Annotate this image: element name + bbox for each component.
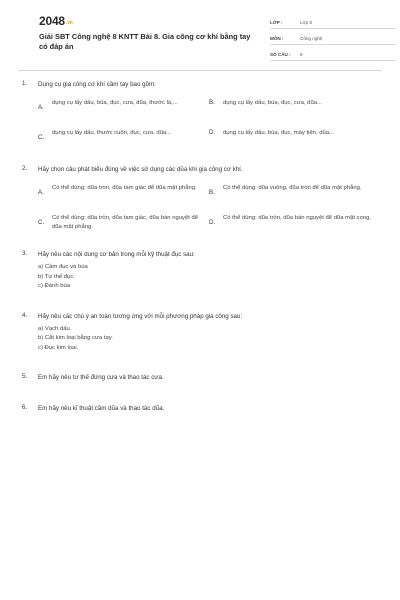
sub-item: b) Tư thế đục. [38, 273, 75, 280]
option-d[interactable] [209, 129, 380, 151]
option-letter: C. [38, 134, 45, 141]
meta-info [270, 13, 396, 61]
question-number: 1. [22, 80, 28, 87]
option-letter: C. [38, 219, 45, 226]
option-a[interactable] [38, 99, 209, 129]
sub-items [38, 263, 380, 292]
question-text: Hãy chọn câu phát biểu đúng về việc sử dụng các dũa khi gia công cơ khí. [38, 166, 243, 173]
option-letter: B. [209, 99, 215, 106]
option-letter: D. [209, 129, 216, 136]
question-3 [0, 250, 400, 292]
question-number: 4. [22, 311, 28, 319]
option-text: dụng cụ lấy dấu, búa, đục, cưa, dũa... [223, 100, 322, 106]
question-list [0, 80, 400, 413]
sub-items [38, 325, 380, 354]
option-c[interactable] [38, 129, 209, 151]
meta-key: LỚP : [270, 20, 283, 25]
option-b[interactable] [209, 99, 380, 129]
question-4 [0, 312, 400, 354]
logo-suffix: .vn [65, 20, 73, 26]
sub-item: a) Cầm đục và búa [38, 264, 88, 270]
option-letter: B. [209, 189, 215, 196]
question-text: Em hãy nêu kĩ thuật cầm dũa và thao tác dũa. [38, 405, 165, 412]
option-text: Có thể dùng: dũa tròn, dũa bán nguyệt để dũa mặt cong. [223, 215, 372, 221]
meta-row-count [270, 45, 396, 61]
meta-key: MÔN : [270, 36, 284, 41]
question-5 [0, 373, 400, 382]
question-2 [0, 165, 400, 236]
meta-row-class [270, 13, 396, 29]
option-b[interactable] [209, 184, 380, 214]
question-text: Hãy nêu các chú ý an toàn tương ứng với mỗi phương pháp gia công sau: [38, 312, 243, 320]
question-text: Hãy nêu các nội dung cơ bản trong mỗi kỹ thuật đục sau: [38, 251, 195, 258]
meta-key: SỐ CÂU : [270, 52, 291, 57]
option-letter: A. [38, 189, 44, 196]
question-text: Dụng cụ gia công cơ khí cầm tay bao gồm: [38, 81, 156, 88]
meta-value: 6 [300, 52, 303, 57]
option-text: Có thể dùng: dũa tròn, dũa tam giác để dũa mặt phẳng. [52, 185, 197, 191]
option-text: dụng cụ lấy dấu, búa, đục, cưa, dũa, thước lá,... [52, 100, 178, 106]
question-options [38, 184, 380, 236]
document-header [18, 0, 382, 66]
question-text: Em hãy nêu tư thế đứng cưa và thao tác cưa. [38, 374, 164, 381]
question-number: 5. [22, 373, 28, 380]
option-a[interactable] [38, 184, 209, 214]
option-letter: A. [38, 104, 44, 111]
option-text: dụng cụ lấy dấu, thước cuộn, đục, cưa, dũa... [52, 130, 172, 136]
question-6 [0, 404, 400, 413]
logo-main: 2048 [39, 14, 65, 28]
meta-value: Công nghệ [300, 36, 323, 41]
question-number: 3. [22, 250, 28, 257]
option-text: dụng cụ lấy dấu, búa, đục, máy tiện, dũa... [223, 130, 335, 136]
sub-item: c) Đục kim loại. [38, 344, 79, 351]
option-text: Có thể dùng: dũa tròn, dũa tam giác, dũa bán nguyệt để dũa mặt phẳng. [52, 215, 199, 230]
question-1 [0, 80, 400, 151]
document-title: Giải SBT Công nghệ 8 KNTT Bài 8. Gia công cơ khí bằng tay có đáp án [39, 32, 251, 51]
sub-item: c) Đánh búa [38, 283, 71, 289]
option-letter: D. [209, 219, 216, 226]
question-number: 6. [22, 404, 28, 411]
sub-item: a) Vạch dấu. [38, 325, 72, 332]
option-c[interactable] [38, 214, 209, 236]
option-d[interactable] [209, 214, 380, 236]
site-logo[interactable] [39, 14, 73, 28]
sub-item: b) Cắt kim loại bằng cưa tay. [38, 335, 113, 341]
question-options [38, 99, 380, 151]
meta-row-subject [270, 29, 396, 45]
option-text: Có thể dùng: dũa vuông, dũa tròn để dũa mặt phẳng. [223, 185, 362, 191]
header-divider [18, 70, 382, 71]
meta-value: Lớp 8 [300, 20, 312, 25]
question-number: 2. [22, 165, 28, 172]
